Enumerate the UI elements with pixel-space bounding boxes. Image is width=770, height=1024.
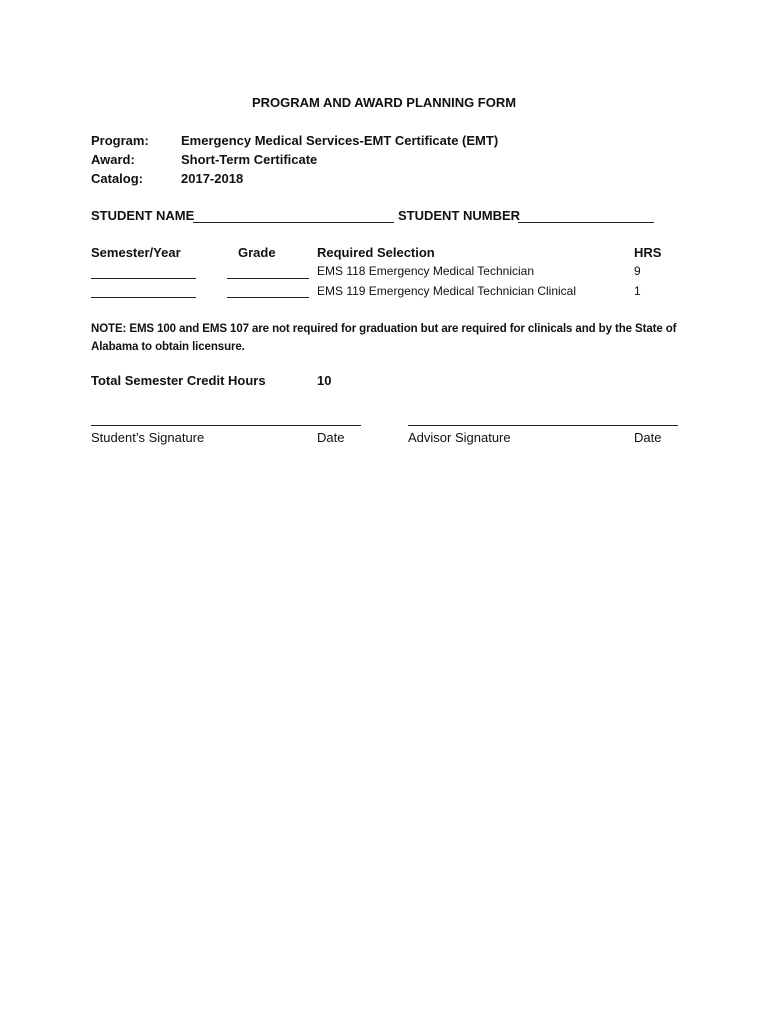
course-name: EMS 118 Emergency Medical Technician (317, 264, 534, 278)
advisor-signature-label: Advisor Signature (408, 430, 511, 445)
student-signature-line[interactable] (91, 425, 361, 426)
total-credit-hours-value: 10 (317, 373, 332, 388)
header-hrs: HRS (634, 245, 662, 260)
course-hours: 1 (634, 284, 641, 298)
student-date-label: Date (317, 430, 345, 445)
header-required-selection: Required Selection (317, 245, 435, 260)
course-hours: 9 (634, 264, 641, 278)
catalog-label: Catalog: (91, 171, 143, 186)
form-title: PROGRAM AND AWARD PLANNING FORM (252, 95, 517, 110)
student-name-label: STUDENT NAME (91, 208, 195, 223)
student-name-field[interactable] (193, 222, 394, 223)
semester-year-field[interactable] (91, 278, 196, 279)
grade-field[interactable] (227, 278, 309, 279)
grade-field[interactable] (227, 297, 309, 298)
advisor-date-label: Date (634, 430, 662, 445)
catalog-value: 2017-2018 (181, 171, 244, 186)
student-signature-label: Student’s Signature (91, 430, 205, 445)
student-number-field[interactable] (518, 222, 654, 223)
course-name: EMS 119 Emergency Medical Technician Clinical (317, 284, 577, 298)
total-credit-hours-label: Total Semester Credit Hours (91, 373, 266, 388)
header-semester-year: Semester/Year (91, 245, 181, 260)
advisor-signature-line[interactable] (408, 425, 678, 426)
award-label: Award: (91, 152, 135, 167)
award-value: Short-Term Certificate (181, 152, 318, 167)
header-grade: Grade (238, 245, 276, 260)
student-number-label: STUDENT NUMBER (398, 208, 521, 223)
program-label: Program: (91, 133, 149, 148)
semester-year-field[interactable] (91, 297, 196, 298)
licensure-note: NOTE: EMS 100 and EMS 107 are not required for graduation but are required for clinicals and by the State of Alabama to obtain licensure. (91, 323, 677, 353)
program-value: Emergency Medical Services-EMT Certificate (EMT) (181, 133, 499, 148)
